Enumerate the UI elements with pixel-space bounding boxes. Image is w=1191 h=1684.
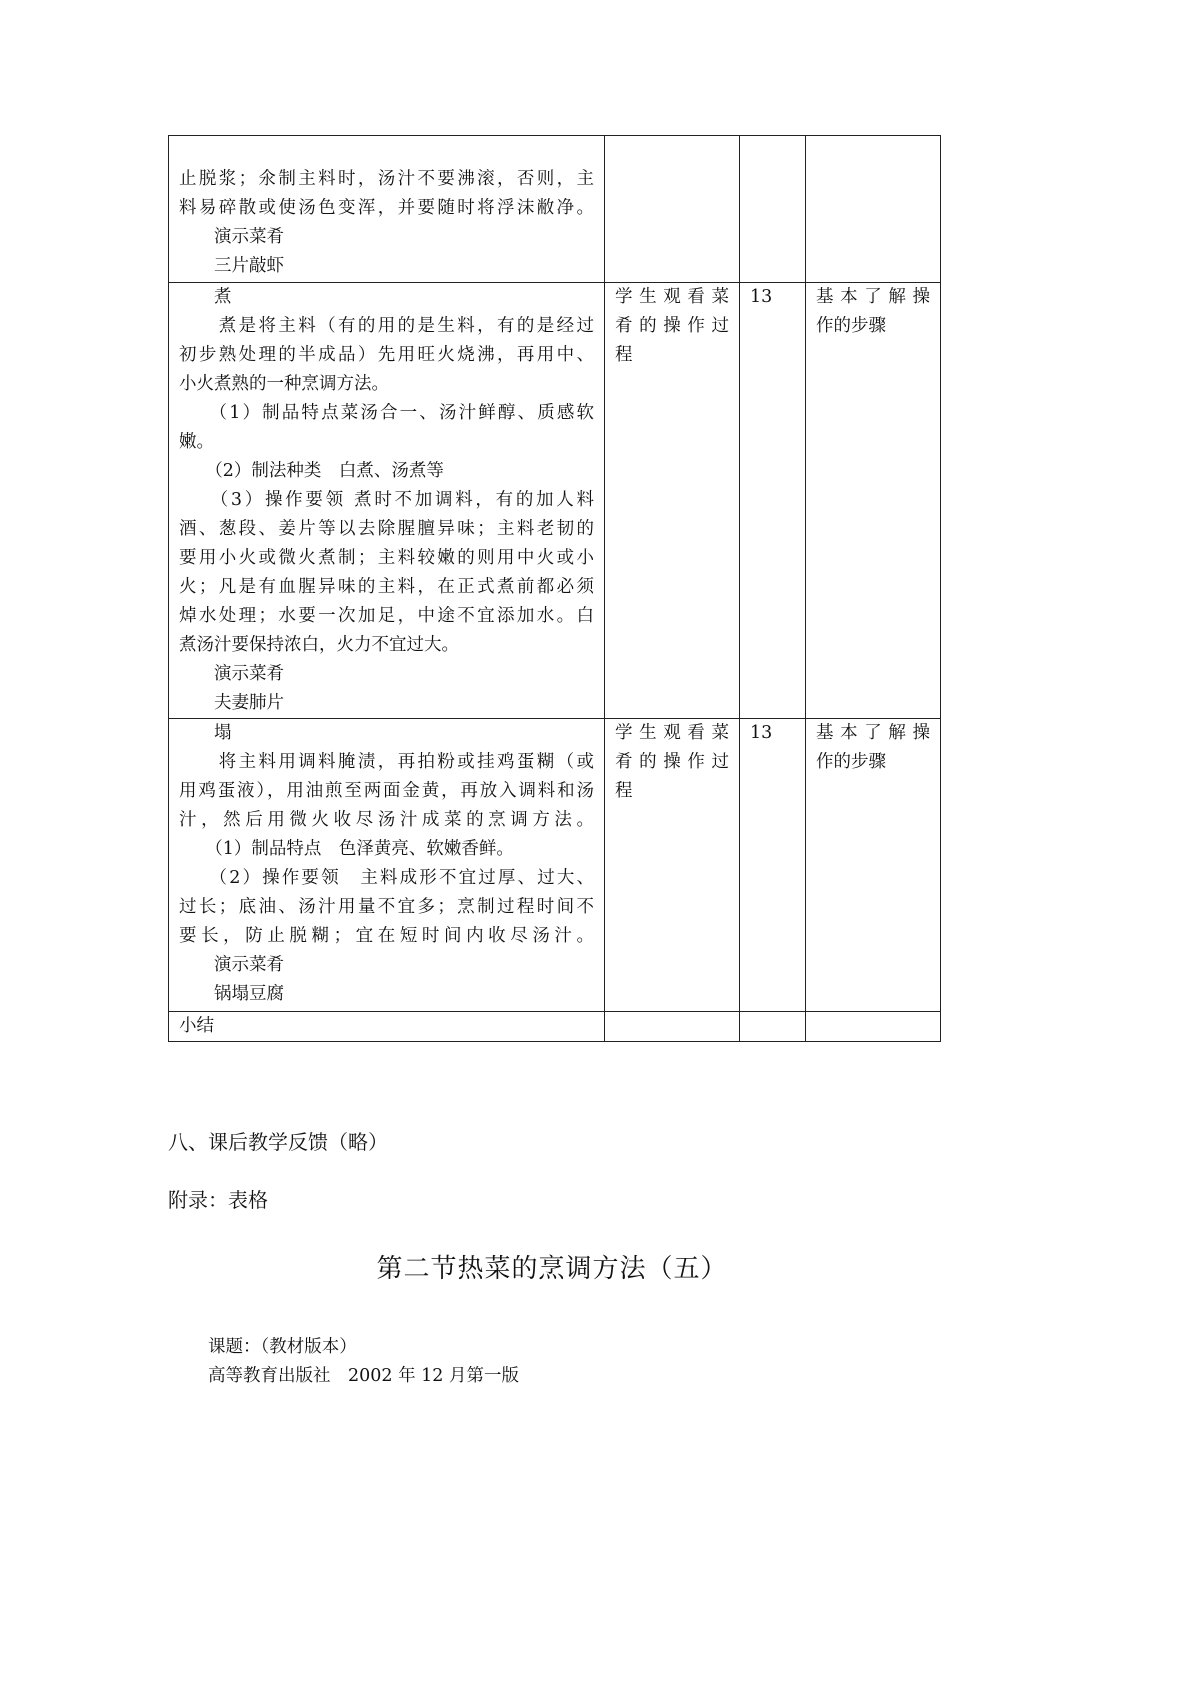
content-line: 小火煮熟的一种烹调方法。 <box>179 374 389 394</box>
content-line: 料易碎散或使汤色变浑，并要随时将浮沫敝净。 <box>179 198 594 218</box>
minutes-cell: 13 <box>740 283 806 719</box>
goal-cell <box>806 719 941 1012</box>
goal-cell <box>806 136 941 283</box>
activity-line: 学生观看菜 <box>615 723 729 743</box>
content-line: 止脱浆；氽制主料时，汤汁不要沸滚，否则，主 <box>179 169 594 189</box>
activity-line: 程 <box>615 345 633 365</box>
chapter-title: 第二节热菜的烹调方法（五） <box>376 1254 728 1284</box>
goal-line: 基本了解操 <box>816 723 930 743</box>
content-line: 初步熟处理的半成品）先用旺火烧沸，再用中、 <box>179 345 594 365</box>
activity-line: 程 <box>615 781 633 801</box>
content-line: 煮 <box>179 287 232 307</box>
course-topic: 课题：（教材版本） <box>208 1337 357 1357</box>
activity-line: 肴的操作过 <box>615 752 729 772</box>
content-line: 三片敲虾 <box>179 256 284 276</box>
content-line: 小结 <box>179 1016 214 1036</box>
content-line: 锅塌豆腐 <box>179 984 284 1004</box>
content-cell <box>169 719 605 1012</box>
minutes-cell: 13 <box>740 719 806 1012</box>
goal-line: 作的步骤 <box>816 316 886 336</box>
content-cell <box>169 1012 605 1042</box>
activity-cell <box>605 719 740 1012</box>
content-line: 火；凡是有血腥异味的主料，在正式煮前都必须 <box>179 577 594 597</box>
goal-cell <box>806 1012 941 1042</box>
content-line: （2）操作要领 主料成形不宜过厚、过大、 <box>179 868 594 888</box>
publisher-info: 高等教育出版社 2002 年 12 月第一版 <box>208 1366 519 1386</box>
content-line: 塌 <box>179 723 232 743</box>
content-line: 演示菜肴 <box>179 664 284 684</box>
content-line: 煮汤汁要保持浓白，火力不宜过大。 <box>179 635 459 655</box>
table-row <box>169 1012 941 1042</box>
content-line: 嫩。 <box>179 432 214 452</box>
content-line: （2）制法种类 白煮、汤煮等 <box>179 461 444 481</box>
table-row <box>169 719 941 1012</box>
content-line: 过长；底油、汤汁用量不宜多；烹制过程时间不 <box>179 897 594 917</box>
feedback-heading: 八、课后教学反馈（略） <box>168 1130 388 1154</box>
content-line: 要长，防止脱糊；宜在短时间内收尽汤汁。 <box>179 926 594 946</box>
content-line <box>179 136 594 165</box>
content-line: 酒、葱段、姜片等以去除腥膻异味；主料老韧的 <box>179 519 594 539</box>
activity-cell <box>605 283 740 719</box>
activity-line: 学生观看菜 <box>615 287 729 307</box>
goal-line: 作的步骤 <box>816 752 886 772</box>
content-line: 焯水处理；水要一次加足，中途不宜添加水。白 <box>179 606 594 626</box>
content-cell <box>169 283 605 719</box>
content-line: 演示菜肴 <box>179 227 284 247</box>
content-cell <box>169 136 605 283</box>
content-line: （1）制品特点 色泽黄亮、软嫩香鲜。 <box>179 839 514 859</box>
content-line: （3）操作要领 煮时不加调料，有的加人料 <box>179 490 594 510</box>
appendix-heading: 附录：表格 <box>168 1188 268 1212</box>
content-line: 汁，然后用微火收尽汤汁成菜的烹调方法。 <box>179 810 594 830</box>
content-line: 用鸡蛋液），用油煎至两面金黄，再放入调料和汤 <box>179 781 594 801</box>
content-line: 煮是将主料（有的用的是生料，有的是经过 <box>179 316 594 336</box>
table-row <box>169 283 941 719</box>
goal-line: 基本了解操 <box>816 287 930 307</box>
content-line: 将主料用调料腌渍，再拍粉或挂鸡蛋糊（或 <box>179 752 594 772</box>
minutes-cell <box>740 1012 806 1042</box>
lesson-plan-table <box>168 135 941 1042</box>
content-line: 演示菜肴 <box>179 955 284 975</box>
table-row <box>169 136 941 283</box>
activity-cell <box>605 136 740 283</box>
activity-line: 肴的操作过 <box>615 316 729 336</box>
content-line: （1）制品特点菜汤合一、汤汁鲜醇、质感软 <box>179 403 594 423</box>
goal-cell <box>806 283 941 719</box>
activity-cell <box>605 1012 740 1042</box>
content-line: 要用小火或微火煮制；主料较嫩的则用中火或小 <box>179 548 594 568</box>
minutes-cell <box>740 136 806 283</box>
content-line: 夫妻肺片 <box>179 693 284 713</box>
